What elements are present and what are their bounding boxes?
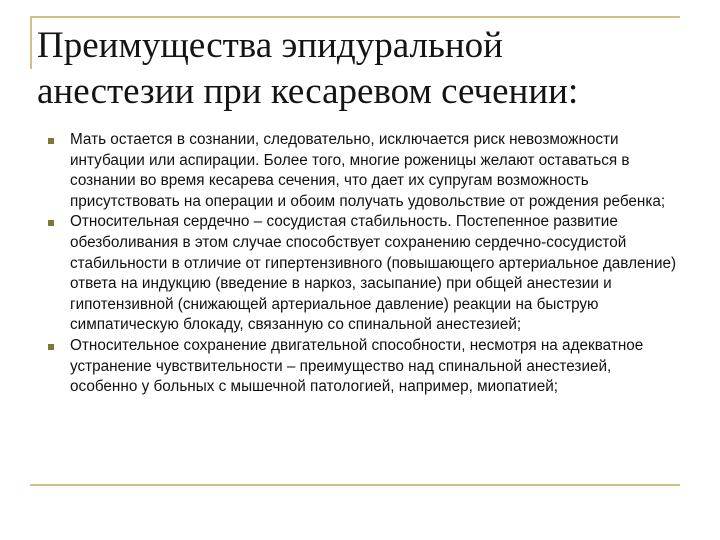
bullet-text: Относительное сохранение двигательной способности, несмотря на адекватное устранение чувствительности – преимущество над спинальной анестезией, особенно у больных с мышечной патологией, например, миопатией; [70, 336, 644, 396]
bullet-item-2 [48, 212, 680, 336]
square-bullet-icon [48, 344, 54, 350]
square-bullet-icon [48, 138, 54, 144]
bullet-text: Мать остается в сознании, следовательно, исключается риск невозможности интубации или аспирации. Более того, многие роженицы желают оставаться в сознании во время кесарева сечения, что дает их супругам возможность присутствовать на операции и обоим получать удовольствие от рождения ребенка; [70, 131, 666, 210]
bullet-list [48, 130, 680, 398]
bottom-rule [30, 484, 680, 486]
top-rule [30, 16, 680, 18]
square-bullet-icon [48, 220, 54, 226]
bullet-text: Относительная сердечно – сосудистая стабильность. Постепенное развитие обезболивания в этом случае способствует сохранению сердечно-сосудистой стабильности в отличие от гипертензивного (повышающего артериальное давление) ответа на индукцию (введение в наркоз, засыпание) при общей анестезии и гипотензивной (снижающей артериальное давление) реакции на быструю симпатическую блокаду, связанную со спинальной анестезией; [70, 213, 677, 334]
bullet-item-1 [48, 130, 680, 212]
slide-title [37, 23, 707, 115]
slide-title-line-2: анестезии при кесаревом сечении: [37, 71, 579, 112]
bullet-item-3 [48, 336, 680, 398]
side-rule [30, 16, 32, 69]
slide-title-line-1: Преимущества эпидуральной [37, 25, 503, 66]
